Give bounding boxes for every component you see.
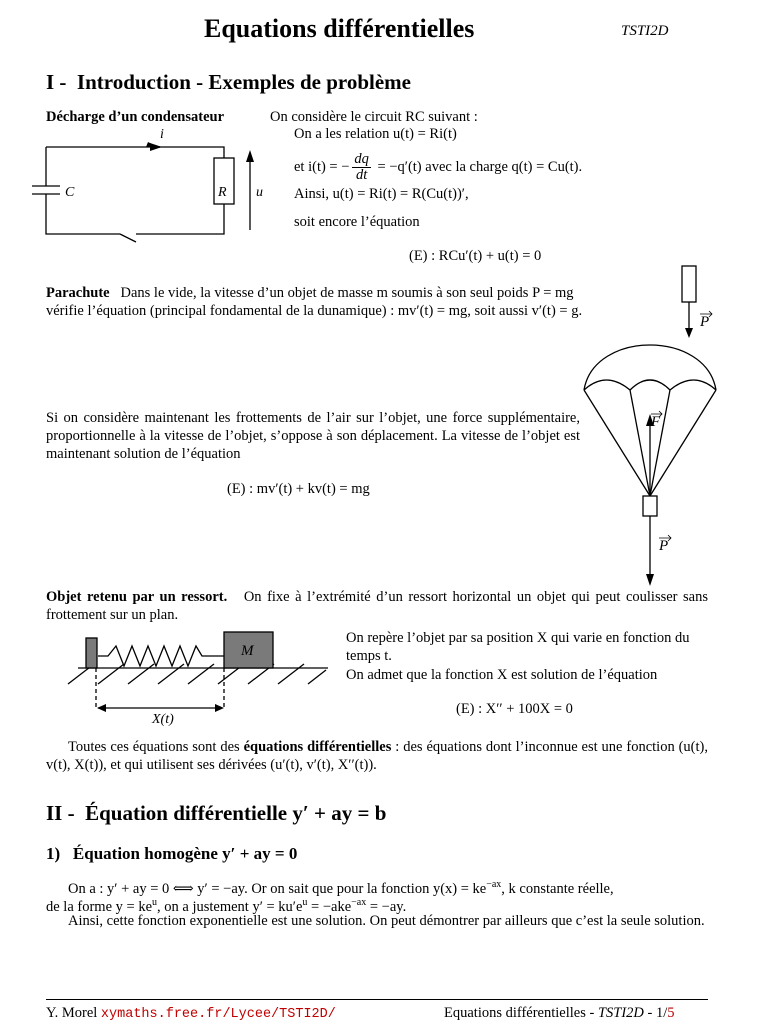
p1-text: On a : y′ + ay = 0 ⟺ y′ = −ay. Or on sait que pour la fonction y(x) = ke	[68, 880, 487, 897]
weight-arrow-bottom-icon	[646, 574, 654, 586]
current-arrow-icon	[150, 143, 162, 151]
spring-text1	[46, 588, 708, 624]
arrow-right-icon	[215, 704, 224, 712]
rc-line4: soit encore l’équation	[294, 214, 420, 230]
spring-text1-body: On fixe à l’extrémité d’un ressort horizontal un objet qui peut coulisser sans frottement sur un plan.	[46, 589, 708, 623]
rc-fraction	[352, 152, 371, 183]
footer-rule	[46, 999, 708, 1000]
footer-right	[444, 1004, 675, 1022]
p1-sup: −ax	[486, 879, 502, 890]
diagram-label-c: C	[65, 185, 75, 200]
parachute-diagram	[576, 262, 726, 592]
rc-label: Décharge d’un condensateur	[46, 109, 225, 125]
p2-text-c: = −ake	[307, 898, 352, 915]
summary-a: Toutes ces équations sont des	[68, 739, 244, 755]
rc-line3: Ainsi, u(t) = Ri(t) = R(Cu(t))′,	[294, 186, 469, 202]
parachute-label: Parachute	[46, 285, 110, 301]
rc-equation: (E) : RCu′(t) + u(t) = 0	[409, 248, 542, 264]
summary-b: : des équations dont l’inconnue est une fonction (u(t), v(t), X(t)), et qui utilisent ses dérivées (u′(t), v′(t), X′′(t)).	[46, 739, 708, 773]
wall-block	[86, 638, 97, 668]
diagram-label-r: R	[218, 185, 227, 200]
p2-text-b: , on a justement y′ = ku′e	[157, 898, 303, 915]
rc-intro: On considère le circuit RC suivant :	[270, 109, 478, 125]
rc-frac-den: dt	[356, 167, 368, 183]
spring-equation: (E) : X′′ + 100X = 0	[456, 701, 573, 717]
weight-arrow-icon	[685, 328, 693, 338]
p2-sup3: −ax	[351, 897, 367, 908]
spring-text3: On admet que la fonction X est solution de l’équation	[346, 667, 658, 683]
class-label: TSTI2D	[621, 23, 669, 39]
spring-label: Objet retenu par un ressort.	[46, 589, 228, 605]
section-2-heading: II - Équation différentielle y′ + ay = b	[46, 801, 387, 825]
parachute-text3: Si on considère maintenant les frottements de l’air sur l’objet, une force supplémentaire, proportionnelle à la vitesse de l’objet, s’oppose à son déplacement. La vitesse de l’objet est maintenant solution de l’équation	[46, 410, 580, 462]
footer-link[interactable]: xymaths.free.fr/Lycee/TSTI2D/	[100, 1007, 336, 1022]
parachute-text1-body: Dans le vide, la vitesse d’un objet de masse m soumis à son seul poids P = mg	[120, 285, 574, 301]
rc-line1: On a les relation u(t) = Ri(t)	[294, 126, 457, 142]
label-f: F	[651, 414, 661, 430]
diagram-label-u: u	[256, 185, 263, 200]
page-title: Equations différentielles	[204, 14, 475, 43]
footer-page-sep: - 1/	[643, 1005, 668, 1021]
spring-text2: On repère l’objet par sa position X qui varie en fonction du temps t.	[346, 630, 690, 664]
p2-sup1: u	[152, 897, 158, 908]
section2-p3: Ainsi, cette fonction exponentielle est une solution. On peut démontrer par ailleurs que c’est la seule solution.	[68, 913, 705, 929]
parachute-text2: vérifie l’équation (principal fondamental de la dunamique) : mv′(t) = mg, soit aussi v′(t) = g.	[46, 303, 583, 319]
summary-paragraph	[46, 738, 708, 774]
subsection-1-heading: 1) Équation homogène y′ + ay = 0	[46, 844, 298, 863]
label-p-bottom: P	[659, 538, 669, 554]
footer-author: Y. Morel	[46, 1005, 98, 1021]
footer-left	[46, 1004, 336, 1024]
diagram-label-i: i	[160, 127, 164, 142]
parachute-equation: (E) : mv′(t) + kv(t) = mg	[227, 481, 370, 497]
p2-sup2: u	[302, 897, 308, 908]
rc-line2	[294, 152, 582, 183]
arrow-left-icon	[97, 704, 106, 712]
rc-line2-b: = −q′(t) avec la charge q(t) = Cu(t).	[377, 158, 583, 175]
rc-line2-a: et i(t) = −	[294, 158, 350, 175]
label-p-top: P	[700, 314, 710, 330]
voltage-arrow-icon	[246, 150, 254, 162]
rc-circuit-diagram	[28, 126, 273, 246]
footer-doc-title: Equations différentielles -	[444, 1005, 598, 1021]
rc-frac-num: dq	[354, 151, 369, 167]
spring-diagram	[64, 628, 334, 728]
p2-text: de la forme y = ke	[46, 898, 153, 915]
section-1-heading: I - Introduction - Exemples de problème	[46, 70, 411, 94]
footer-class: TSTI2D	[597, 1005, 644, 1021]
parachute-text1	[46, 284, 574, 302]
label-xt: X(t)	[152, 712, 174, 727]
p2-text-d: = −ay.	[366, 898, 407, 915]
p1-text-b: , k constante réelle,	[501, 880, 614, 897]
summary-bold: équations différentielles	[243, 739, 392, 755]
footer-page-total[interactable]: 5	[667, 1005, 675, 1021]
label-m: M	[241, 643, 254, 659]
